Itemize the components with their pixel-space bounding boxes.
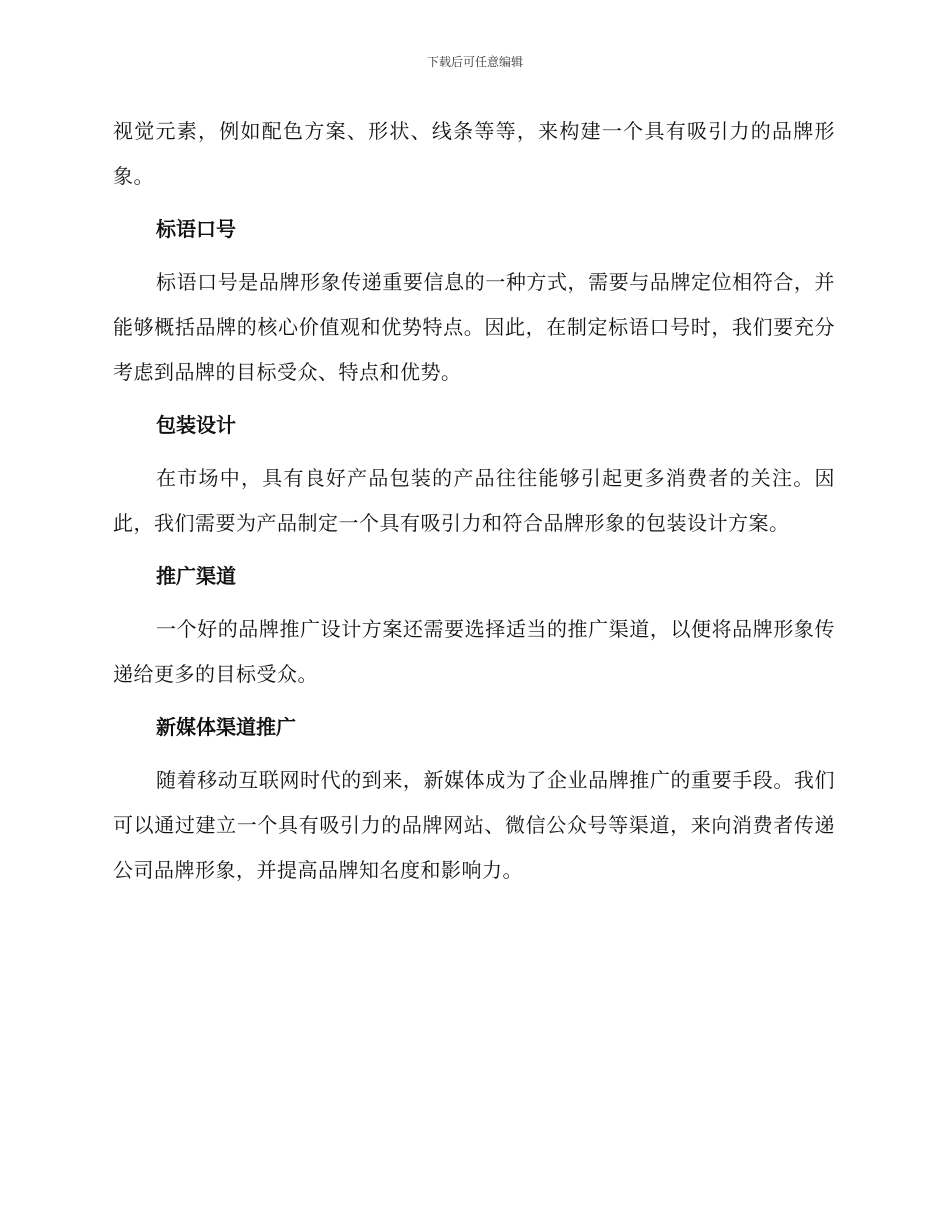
packaging-paragraph: 在市场中，具有良好产品包装的产品往往能够引起更多消费者的关注。因此，我们需要为产品制定一个具有吸引力和符合品牌形象的包装设计方案。 xyxy=(113,466,835,535)
packaging-heading: 包装设计 xyxy=(156,413,236,437)
slogan-paragraph: 标语口号是品牌形象传递重要信息的一种方式，需要与品牌定位相符合，并能够概括品牌的核心价值观和优势特点。因此，在制定标语口号时，我们要充分考虑到品牌的目标受众、特点和优势。 xyxy=(113,270,835,384)
document-body xyxy=(113,109,835,893)
channels-paragraph: 一个好的品牌推广设计方案还需要选择适当的推广渠道，以便将品牌形象传递给更多的目标受众。 xyxy=(113,617,835,686)
newmedia-paragraph: 随着移动互联网时代的到来，新媒体成为了企业品牌推广的重要手段。我们可以通过建立一个具有吸引力的品牌网站、微信公众号等渠道，来向消费者传递公司品牌形象，并提高品牌知名度和影响力。 xyxy=(113,768,835,882)
channels-heading: 推广渠道 xyxy=(156,564,236,588)
slogan-heading: 标语口号 xyxy=(156,217,236,241)
intro-paragraph: 视觉元素，例如配色方案、形状、线条等等，来构建一个具有吸引力的品牌形象。 xyxy=(113,119,835,188)
newmedia-heading: 新媒体渠道推广 xyxy=(156,715,296,739)
page-header-note: 下载后可任意编辑 xyxy=(426,55,523,69)
